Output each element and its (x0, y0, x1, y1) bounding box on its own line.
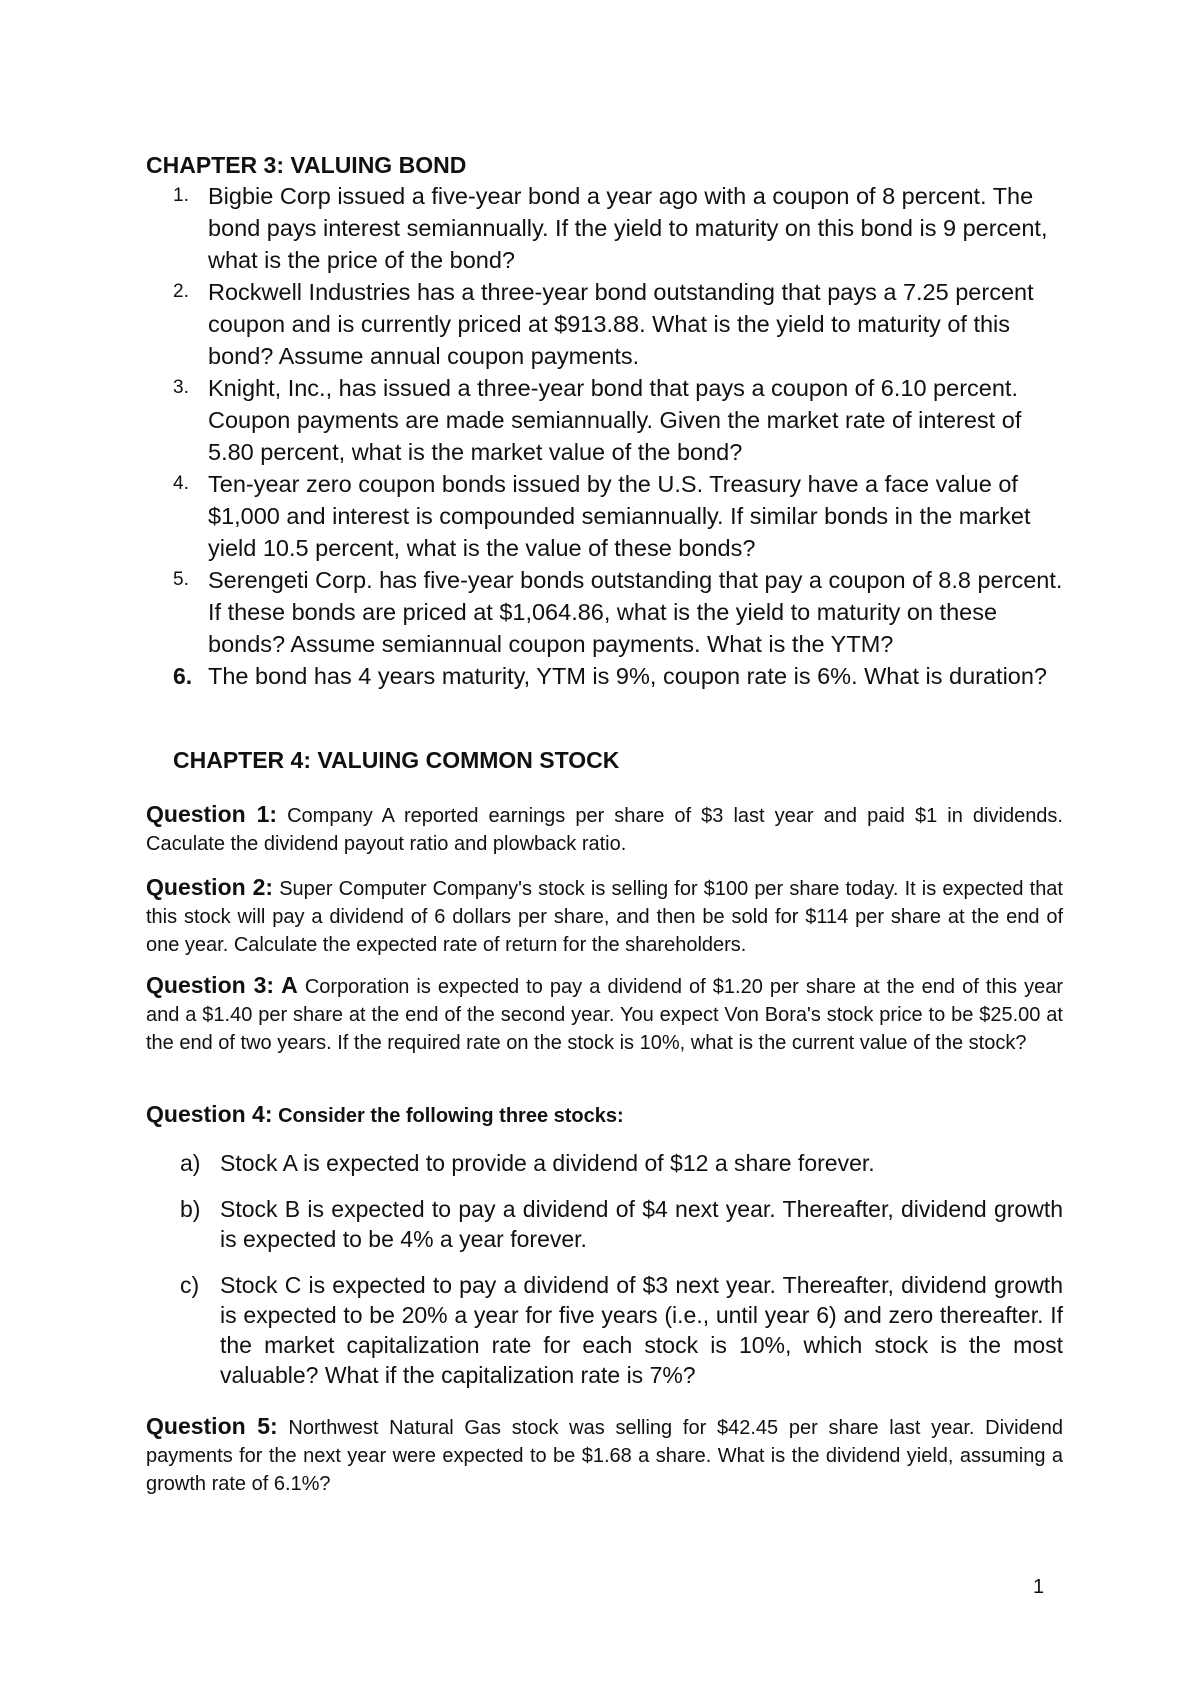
question-text: Corporation is expected to pay a dividend of $1.20 per share at the end of this year and a $1.40 per share at the end of the second year. You expect Von Bora's stock price to be $25.00 at the end of two years. If the required rate on the stock is 10%, what is the current value of the stock? (146, 976, 1063, 1054)
list-label: c) (180, 1272, 200, 1298)
list-item (180, 1194, 1063, 1254)
question-4 (146, 1100, 1063, 1130)
list-item (173, 372, 1063, 468)
list-text: Rockwell Industries has a three-year bond outstanding that pays a 7.25 percent coupon and is currently priced at $913.88. What is the yield to maturity of this bond? Assume annual coupon payments. (208, 279, 1034, 369)
chapter-3-question-list (173, 180, 1063, 692)
question-2 (146, 873, 1063, 959)
list-number: 5. (173, 569, 189, 590)
question-label: Question 4: (146, 1101, 273, 1127)
question-3 (146, 971, 1063, 1057)
list-item (173, 180, 1063, 276)
question-1 (146, 800, 1063, 858)
list-item (180, 1148, 1063, 1178)
question-text: Company A reported earnings per share of $3 last year and paid $1 in dividends. Caculate the dividend payout ratio and plowback ratio. (146, 805, 1063, 855)
list-item (180, 1270, 1063, 1390)
question-5 (146, 1412, 1063, 1498)
list-number: 2. (173, 281, 189, 302)
list-number: 6. (173, 663, 193, 689)
list-item (173, 564, 1063, 660)
question-label: Question 5: (146, 1413, 278, 1439)
question-label: Question 1: (146, 801, 278, 827)
list-label: b) (180, 1196, 201, 1222)
list-item (173, 276, 1063, 372)
question-text: Super Computer Company's stock is selling for $100 per share today. It is expected that this stock will pay a dividend of 6 dollars per share, and then be sold for $114 per share at the end of one year. Calculate the expected rate of return for the shareholders. (146, 878, 1063, 956)
question-label: Question 2: (146, 874, 274, 900)
chapter-3-title: CHAPTER 3: VALUING BOND (146, 152, 467, 178)
list-number: 1. (173, 185, 189, 206)
list-text: Knight, Inc., has issued a three-year bond that pays a coupon of 6.10 percent. Coupon payments are made semiannually. Given the market rate of interest of 5.80 percent, what is the market value of the bond? (208, 375, 1022, 465)
list-text: Ten-year zero coupon bonds issued by the U.S. Treasury have a face value of $1,000 and interest is compounded semiannually. If similar bonds in the market yield 10.5 percent, what is the value of these bonds? (208, 471, 1031, 561)
page-number: 1 (1033, 1576, 1045, 1598)
list-label: a) (180, 1150, 201, 1176)
list-text: Serengeti Corp. has five-year bonds outstanding that pay a coupon of 8.8 percent. If these bonds are priced at $1,064.86, what is the yield to maturity on these bonds? Assume semiannual coupon payments. What is the YTM? (208, 567, 1063, 657)
list-text: Stock C is expected to pay a dividend of $3 next year. Thereafter, dividend growth is expected to be 20% a year for five years (i.e., until year 6) and zero thereafter. If the market capitalization rate for each stock is 10%, which stock is the most valuable? What if the capitalization rate is 7%? (220, 1272, 1063, 1388)
list-text: Stock B is expected to pay a dividend of $4 next year. Thereafter, dividend growth is expected to be 4% a year forever. (220, 1196, 1063, 1252)
chapter-4-title: CHAPTER 4: VALUING COMMON STOCK (173, 747, 620, 773)
list-number: 3. (173, 377, 189, 398)
question-lead: Consider the following three stocks: (278, 1105, 624, 1127)
list-item (173, 468, 1063, 564)
list-text: The bond has 4 years maturity, YTM is 9%, coupon rate is 6%. What is duration? (208, 663, 1048, 689)
list-text: Bigbie Corp issued a five-year bond a year ago with a coupon of 8 percent. The bond pays interest semiannually. If the yield to maturity on this bond is 9 percent, what is the price of the bond? (208, 183, 1048, 273)
question-label: Question 3: A (146, 972, 298, 998)
list-text: Stock A is expected to provide a dividend of $12 a share forever. (220, 1150, 875, 1176)
list-item (173, 660, 1063, 692)
list-number: 4. (173, 473, 189, 494)
stock-list (180, 1148, 1063, 1390)
question-text: Northwest Natural Gas stock was selling for $42.45 per share last year. Dividend payments for the next year were expected to be $1.68 a share. What is the dividend yield, assuming a growth rate of 6.1%? (146, 1417, 1064, 1495)
